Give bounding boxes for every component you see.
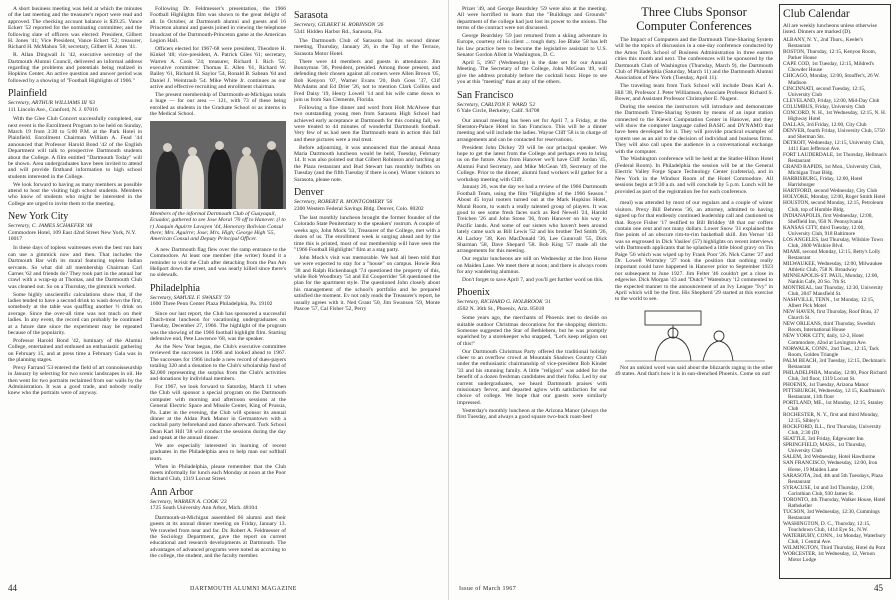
paragraph: Some highly unscientific calculations show that, if the ladies tended to have a second drink to wash down the first, somebody at the table was quaffing another ½ drink on average. Since the over-all time was not much on their ladies. In any event, the record can probably be continued at a future date since the experiment may be repeated because of the popularity. <box>8 291 142 337</box>
calendar-entry: WORCESTER, 1st Wednesday, 12, Vernon Motor Lodge <box>783 551 875 564</box>
club-address: 2300 Western Federal Savings Bldg. Denver, Colo. 80202 <box>294 205 424 212</box>
calendar-entry: WASHINGTON, D. C., Thursday, 12:15, Touchdown Club, 1414 Eye St., N.W. <box>783 520 871 533</box>
calendar-entry: WATERBURY, CONN., 1st Monday, Waterbury Club, 1 Central Ave. <box>783 533 886 546</box>
club-secretary: Secretary, WARREN A. COOK '23 <box>150 498 227 505</box>
paragraph: The Impact of Computers and the Dartmouth Time-Sharing System will be the topics of discussion in a one-day conference conducted by the Amos Tuck School of Business Administration in three eastern cities this month and next. The conferences will be sponsored by the Dartmouth Club of Washington (Thursday, March 9), the Dartmouth Club of Philadelphia (Saturday, March 11) and the Dartmouth Alumni Association of New York (Tuesday, April 11). <box>615 37 773 82</box>
club-address: 4502 N. 36th St., Phoenix, Ariz. 85018 <box>457 305 545 312</box>
calendar-entry: CINCINNATI, second Tuesday, 12:15, University Club <box>783 85 866 98</box>
article-headline: Three Clubs Sponsor Computer Conferences <box>636 6 752 33</box>
page-number: 45 <box>874 583 883 593</box>
paragraph: In these days of topless waitresses even the best run bars can use a gimmick now and then. That includes the Dartmouth Bar with its mural featuring topless Indian servants. So what did all membership Chairman Carl Carnes '62 and friends do? They took part in the annual bar crawl with a wrap-up at Thomas, and the Dartmouth Club was cleaned out. So on a Thursday, the gimmick worked. <box>8 245 142 290</box>
calendar-entry: PHOENIX, 1st Tuesday, Arizona Manor <box>783 381 869 388</box>
paragraph: Professor Harold Bond '42, luminary of the Alumni College, entertained and enthused an enthusiastic gathering on February 15, and at press time a February Gala was in the planning stages. <box>8 337 142 364</box>
left-column-1 <box>8 6 142 576</box>
paragraph: Yesterday's monthly luncheon at the Arizona Manor (always the first Tuesday, and always a good square two-buck roast-beef <box>457 407 607 421</box>
calendar-entry: SAN FRANCISCO, Wednesday, 12:00, Iron Horse, 19 Maiden Lane <box>783 460 878 473</box>
issue-footer: Issue of March 1967 <box>459 586 517 592</box>
calendar-entry: ROCHESTER, N. Y., first and third Monday, 12:15, Sibley's <box>783 412 879 425</box>
paragraph: The traveling team from Tuck School will include Dean Karl A. Hill '38, Professor J. Peter Williamson, Associate Professor Richard S. Bower, and Assistant Professor Christopher E. Nugent. <box>615 83 773 103</box>
paragraph: The Dartmouth Club of Sarasota had its second dinner meeting, Thursday, January 26, in the Top of the Terrace, Sarasota Motor Hotel. <box>294 37 440 57</box>
club-secretary: Secretary, CARLTON F. WARD '52 <box>457 101 536 108</box>
club-secretary: Secretary, C. JAMES SCHAEFER '48 <box>8 223 93 230</box>
calendar-entry: TORONTO, 4th Thursday, Walker House, Hotel Rathskeller <box>783 496 886 509</box>
club-address: 111 Lincoln Ave., Cranford, N. J. 07016 <box>8 106 98 113</box>
page-number: 44 <box>8 583 17 593</box>
paragraph: meal) was attended by most of our regulars and a couple of winter visitors. Prexy Bill Behrens '36, an attorney, admitted to having signed up for that endlessly continued leadership call and cautioned us that. Royce Fisher '17 testified to Bill Briddey '48 that our coffers contain one cent and not many dollars. Lower Snow '31 explained the fine points of an obscure rim-to-rim basketball skill. Jim Vernor '43 was so engrossed in Dick Vasiles' (57) highlights on recent interviews with Dartmouth applicants that he splashed a little blood gravy on Tin Paige '56 which was wiped up by Frank Poor '26. Nick Carter '27 and Dr. Lowell Wormley '27 took the position that nothing really important could have happened in Hanover prior to September 1923 nor subsequent to June 1927. Jim Felter '46 couldn't get a close in edgewise. Dick Morgan '43 and "Dutch" Watenbury '12 commented to the expected manner to the announcement of an Ivy League "Ivy" in April which will be the first. His Shepherd '29 started at this exercise to the world to see. <box>615 200 773 303</box>
calendar-entry: PALM BEACH, 3rd Tuesday, 12:15, Deckman's Restaurant <box>783 357 886 370</box>
paragraph: Following a fine dinner and word from Holt McAlwee that two outstanding young men from Sarasota High School had achieved early acceptance at Dartmouth for this coming fall, we were treated to 44 minutes of wonderful Dartmouth football. Very few of us had seen the Dartmouth team in action this fall and these pictures were a real treat. <box>294 104 440 143</box>
magazine-footer: DARTMOUTH ALUMNI MAGAZINE <box>190 586 297 592</box>
calendar-entry: NEW ORLEANS, third Thursday, Swedish Room, International House <box>783 321 875 334</box>
section-title-ann-arbor: Ann Arbor <box>150 486 194 498</box>
paragraph: Not an unkind word was said about the blizzards raging in the other 49 states. And that's how it is in sun-drenched Phoenix. Come on out! <box>615 364 773 378</box>
section-title-philadelphia: Philadelphia <box>150 282 200 294</box>
calendar-entry: HOLYOKE, Monday, 12:00, Roger Smith Hotel <box>783 194 886 201</box>
paragraph: Since our last report, the Club has sponsored a successful Dutch-treat luncheon for vacationing undergraduates on Tuesday, December 27, 1966. The highlight of the program was the showing of the 1966 football highlight film. Starting defensive end, Pete Lawrence '68, was the speaker. <box>150 310 286 343</box>
club-secretary: Secretary, RICHARD G. HOLBROOK '31 <box>457 299 551 306</box>
paragraph: With the Glee Club Concert successfully completed, our next event is the Enrollment Program to be held on Sunday, March 19 from 3:30 to 5:00 P.M. at the Park Hotel in Plainfield. Enrollment Chairman William A. Fead '44 announced that Professor Harold Bond '42 of the English Department will talk to prospective Dartmouth students about the College. A film entitled "Dartmouth Today" will be shown. Area undergraduates have been invited to attend and will provide firsthand information to high school students interested in the College. <box>8 116 142 180</box>
calendar-entry: SYRACUSE, 1st and 3rd Thursday, 12:00, Corinthian Club, 930 James St. <box>783 484 874 497</box>
calendar-entry: BOSTON, Thursday, 12:15, Kenyon Room, Parker House <box>783 49 877 62</box>
calendar-title: Club Calendar <box>783 8 850 20</box>
paragraph: Following Dr. Feldmesser's presentation, the 1966 Football Highlights film was shown to the great delight of all. In October, at Dartmouth alumni and guests and 16 Princeton alumni and guests joined in viewing the telephone broadcast of the Dartmouth-Princeton game at the American Legion Hall. <box>150 6 286 45</box>
paragraph: We look forward to having as many members as possible attend to host the visiting high school students. Members who know of students who might be interested in the College are urged to invite them to the meeting. <box>8 181 142 207</box>
club-photo <box>150 121 286 209</box>
calendar-entry: CLEVELAND, Friday, 12:00, Mid-Day Club <box>783 97 880 104</box>
calendar-entry: GRAND RAPIDS, 1st Mon., University Club, Michigan Trust Bldg. <box>783 164 882 177</box>
intro-paragraph: A short business meeting was held at which the minutes of the last meeting and the treasurer's report were read and approved. The checking account balance is $39.25. Vance Eckert '52 reported for the nominating committee; and the following slate of officers was elected: President, Gilbert H. Jones '41; Vice President, Vance Eckert '52; treasurer, Richard H. McMahon '58; secretary, Gilbert H. Jones '41. <box>8 6 142 51</box>
calendar-entry: HARTFORD, second Wednesday, City Club <box>783 188 878 195</box>
calendar-entry: SALEM, 3rd Wednesday, Hotel Hawthorne <box>783 454 876 461</box>
calendar-entry: DALLAS, 3rd Friday, 12:00, City Club <box>783 121 867 128</box>
paragraph: There were 44 members and guests in attendance. Jim Bonnyman '36, President, presided. Among those present, and defending their chosen against all comers were Allen Brown '05, Bob Kenyon '07, Warner Evans '20, Bob Goss '37, Clif McAdams and Ed Drier '26, not to mention Clark Collins and Fred Daisy '19, Henry Lowell '14 and his wife came down to join us from San Clemente, Florida. <box>294 58 440 103</box>
calendar-entry: ALBANY, N. Y., 2nd Thurs., Keeler's Restaurant <box>783 37 864 50</box>
cartoon-illustration <box>615 305 773 363</box>
paragraph: Don't forget to save April 7, and you'll get further word on this. <box>462 276 604 283</box>
calendar-entry: CONCORD, N. H., 1st Wednesday, 12:15, N. H. Highway Hotel <box>783 109 887 122</box>
calendar-entry: CHICAGO, Monday, 12:00, Stouffer's, 26 W. Madison <box>783 73 880 86</box>
calendar-entry: FORT LAUDERDALE, 1st Thursday, Hellman's Restaurant <box>783 152 887 165</box>
calendar-note: All are weekly luncheons unless otherwise listed. Dinners are marked (D). <box>783 23 877 36</box>
paragraph: During the session the instructors will introduce and demonstrate the Dartmouth Time-Sharing System by means of an input station connected to the Kiewit Computation Center in Hanover, and they will show the computer language called BASIC and DYNAMO that have been developed for it. They will provide practical examples of system use as an aid to the decision of individual and business firms. They will also call upon the audience in a conversational exchange with the computer. <box>615 103 773 155</box>
intro-paragraph: R. Allan Dingwall Jr. '42, executive secretary of the Dartmouth Alumni Council, delivered an informal address regarding the problems and potentials being realized in Hopkins Center. An active question and answer period was followed by a showing of "Football Highlights of 1966." <box>8 52 142 84</box>
calendar-entry: SARASOTA, 2nd, 4th and 5th Tuesdays, Plaza Restaurant <box>783 472 883 485</box>
calendar-entry: NASHVILLE, TENN., 1st Monday, 12:15, Albert Pick Motel <box>783 297 875 310</box>
calendar-entry: NEW YORK CITY, daily, 12-2, Hotel Commodore, 42nd at Lexington Ave. <box>783 333 867 346</box>
calendar-entry: NEW HAVEN, first Thursday, Roof Brau, 37 Church St. <box>783 309 880 322</box>
calendar-entry: PITTSBURGH, Wednesday, 12:15, Kaufmann's Restaurant, 11th floor <box>783 387 885 400</box>
club-address: 1725 South University Ann Arbor, Mich. 48104 <box>150 505 257 512</box>
calendar-entry: DENVER, fourth Friday, University Club, 5750 and Sherman Sts. <box>783 127 885 140</box>
calendar-entry: HARRISBURG, Friday, 12:00, Hotel Harrisburger <box>783 176 863 189</box>
section-title-denver: Denver <box>294 187 324 199</box>
paragraph: Prexy Farrand '53 entered the field of art connoisseurship in January by selecting for two scenic landscapes in oil. He then went for two portraits reclaimed from our walls by the Administration. It was a good trade, and nobody really knew who the portraits were of anyway. <box>8 364 142 397</box>
club-address: 1600 Three Penn Center Plaza Philadelphia, Pa. 19102 <box>150 301 273 308</box>
page-45 <box>448 0 896 600</box>
paragraph: We are especially interested in learning of recent graduates in the Philadelphia area to help man our softball team. <box>150 442 286 462</box>
cartoon-drawing <box>615 305 773 363</box>
club-secretary: Secretary, SAMUEL F. SWASEY '59 <box>150 294 230 301</box>
calendar-entry: HOUSTON, second Monday, 12:15, Petroleum Club, top of Humble Bldg. <box>783 200 884 213</box>
left-column-3 <box>294 6 440 576</box>
paragraph: Prizer '49, and George Beardsley '59 were also at the meeting. All were horrified to learn that the "Buildings and Grounds" department of the college had just lost its power to the unions. The terms of the contract were not discussed. <box>457 6 607 32</box>
club-address: 5341 Hidden Harbor Rd., Sarasota, Fla. <box>294 28 383 35</box>
section-title-phoenix: Phoenix <box>457 287 490 299</box>
section-title-plainfield: Plainfield <box>8 88 47 100</box>
paragraph: The last monthly luncheon brought the former founder of the Colorado State Penitentiary to the speakers' rostrum. A couple of weeks ago, John Mock '33, Treasurer of the College, met with a dozen of us. The enrollment week is surging ahead and by the time this is printed, most of our membership will have seen the "1966 Football Highlights" film at a stag party. <box>294 214 440 253</box>
club-secretary: Secretary, ROBERT R. MONTGOMERY '56 <box>294 199 393 206</box>
calendar-list <box>783 37 887 563</box>
paragraph: When in Philadelphia, please remember that the Club meets informally for lunch each Monday at noon at the Poor Richard Club, 1319 Locust Street. <box>150 463 286 483</box>
photo-caption: Members of the informal Dartmouth Club of Guayaquil, Ecuador, gathered to see Jose Moral '70 off to Hanover. (l to r) Joaquin Aguirre Lavayen '44, Honorary Bolivian Consul there; Mrs. Aguirre; Jose; Mrs. High; George High '55, American Consul and Deputy Principal Officer. <box>150 210 286 243</box>
calendar-entry: PHILADELPHIA, Monday, 12:00, Poor Richard Club, 3rd floor, 1319 Locust St. <box>783 369 887 382</box>
paragraph: President John Dickey '29 will be our principal speaker. We hope to get the latest from the College and perhaps even to bring us on the future. Also from Hanover we'll have Cliff Jordan '45, Alumni Fund Secretary, and Mike McGean '49, Secretary of the College. Prior to the dinner, alumni fund workers will gather for a workshop meeting with Cliff. <box>457 144 607 183</box>
paragraph: Dartmouth-at-Michigan assembled 66 alumni and their guests at its annual dinner meeting on Friday, January 13. We traveled from near and far. Dr. Robert A. Feldmesser of the Sociology Department, gave the report on current educational and research developments at Dartmouth. The advantages of advanced programs were noted as accruing to the college, the student, and the faculty member. <box>150 514 286 560</box>
left-column-2 <box>150 6 286 576</box>
paragraph: The present membership of Dartmouth-at-Michigan totals a huge — for our area — 121, with 73 of these being enrolled as students in the Graduate School or as interns in the Medical School. <box>150 92 286 118</box>
calendar-entry: INDIANAPOLIS, first Wednesday, 12:00, Sheffield Inn, 950 N. Pennsylvania <box>783 212 873 225</box>
paragraph: Officers elected for 1967-68 were president, Theodore H. Kinkel '48; vice-president, A. Patrick Giles '61; secretary, Warren A. Cook '24; treasurer, Richard I. Rich '55; executive committee: Thomas E. Allen '61, Richard W. Bailey '61, Richard H. Saylor '54, Ronald B. Sabean '64 and Daniel J. Weintraub '54. Mike White Jr. continues as our active and effective recruiting and enrollment chairman. <box>150 45 286 91</box>
calendar-entry: COLUMBUS, Friday, University Club <box>783 103 866 110</box>
calendar-entry: TUCSON, 3rd Wednesday, 12:30, Cummings Restaurant <box>783 508 880 521</box>
paragraph: Our Dartmouth Christmas Party offered the traditional holiday cheer to an overflow crowd at Mountain Shadows Country Club under the enthusiastic chairmanship of vice-president Bob Kinder '33 and his stunning family. A little "religion" was added for the benefit of a dozen freshman candidates and their folks. Led by our current undergraduates, we heard Dartmouth praises with missionary fervor, and departed aglow with satisfaction for our choice of college. We hope that our guests were similarly impressed. <box>457 348 607 406</box>
calendar-entry: WILMINGTON, Third Thursday, Hotel du Pont <box>783 545 886 552</box>
paragraph: The Washington conference will be held at the Statler-Hilton Hotel (Federal Room). In Philadelphia the session will be at the General Electric Valley Forge Space Technology Center (cafeteria), and in New York in the Windsor Room of the Hotel Commodore. All sessions begin at 9:30 a.m. and will conclude by 5 p.m. Lunch will be provided as part of the registration fee for each conference. <box>615 156 773 195</box>
paragraph: Before adjourning, it was announced that the annual Anna Maria Dartmouth luncheon would be held, Tuesday, February 14. It was also pointed out that Gilbert Robinson and hatching at the Plaza restaurant and Bud Stewart has monthly buffets on Tuesday (and the fifth Tuesday if there is one). Winter visitors to Sarasota, please note. <box>294 144 440 183</box>
calendar-entry: ROCKFORD, ILL., first Thursday, University Club, 2:30 (D) <box>783 424 882 437</box>
calendar-entry: PORTLAND, ME., 1st Monday, 12:15, Stanley Club <box>783 400 884 413</box>
calendar-entry: MONTREAL, last Thursday, 12:30, University Club, 2047 Mansfield St. <box>783 285 884 298</box>
right-column-2 <box>615 6 773 576</box>
section-title-san-francisco: San Francisco <box>457 89 514 101</box>
calendar-entry: MINNEAPOLIS-ST. PAUL, Monday, 12:00, Nankin Cafe, 20 So. 7th St. <box>783 273 879 286</box>
club-address: 6 Yale Circle, Berkeley, Calif. 94708 <box>457 108 540 115</box>
paragraph: April 5, 1967 (Wednesday) is the date set for our Annual Meeting. The Secretary of the College, John McGean '49, will give the address probably before the cocktail hour. Hope to see you at this "meeting" than at any of the others. <box>457 60 607 86</box>
calendar-entry: KANSAS CITY, third Tuesday, 12:00, University Club, 918 Baltimore <box>783 224 865 237</box>
paragraph: Some years ago, the merchants of Phoenix met to decide on suitable outdoor Christmas decorations for the shopping districts. Someone suggested the Star of Bethlehem, but he was promptly squelched by a storekeeper who snapped, "Let's keep religion out of this!" <box>457 315 607 347</box>
calendar-entry: SPRINGFIELD, MASS., 1st Thursday, University Club <box>783 442 867 455</box>
calendar-entry: CAPE COD, 1st Tuesday, 12:15, Mildred's Chowder House <box>783 61 874 74</box>
section-title-sarasota: Sarasota <box>294 10 328 21</box>
paragraph: As the New Year began, the Club's executive committee reviewed the successes in 1966 and looked ahead to 1967. The successes for 1966 include a new record of dues-payers totaling 320 and a donation to the Club's scholarship fund of $2,000 representing the surplus from the Club's activities and donations by individual members. <box>150 344 286 383</box>
right-column-1 <box>457 6 607 576</box>
club-secretary: Secretary, ARTHUR WILLIAMS III '63 <box>8 100 96 107</box>
paragraph: George Beardsley '59 just returned from a skiing adventure in Europe, courtesy of his client ... tough duty. Joe Blake '58 has left his law practice here to become the legislative assistant to U.S. Senator Gordon Allott in Washington, D. C. <box>457 33 607 59</box>
paragraph: A new Dartmouth flag flew over the ramp entrance to the Commodore. At least one member (the writer) found it a reminder to visit the Club after detaching from the Pan Am Heliport down the street, and was nearly killed since there's no sidewalk. <box>150 246 286 279</box>
calendar-entry: LOS ANGELES, last Thursday, Wilshire Town Club, 2600 Wilshire Blvd. <box>783 236 883 249</box>
paragraph: Our annual meeting has been set for April 7, a Friday, at the Sheraton-Palace Hotel in San Francisco. This will be a dinner meeting and will include the ladies. Wayne Cliff '58 is in charge of arrangements and can be contacted for reservations. <box>457 117 607 143</box>
club-calendar <box>779 4 891 579</box>
club-address: Commodore Hotel, 109 East 42nd Street New York, N.Y. 10017 <box>8 229 137 243</box>
calendar-entry: NORWALK, CONN., 2nd Tues., 12:15, Tack Room, Golden Triangle <box>783 345 879 358</box>
club-secretary: Secretary, GILBERT H. ROBINSON '26 <box>294 22 384 28</box>
calendar-entry: SEATTLE, 3rd Friday, Edgewater Inn <box>783 436 864 443</box>
paragraph: January 26, was the day we had a review of the 1966 Dartmouth Football Team, using the film "Highlights of the 1966 Season." About 45 loyal rooters turned out at the Mark Hopkins Hotel, Mural Room, to watch a really talented group of players. It was good to see some fresh faces such as Red Newell '24, Harold Treichen '26 and John Stone '36, from Hanover on his way to Pacific lands. And some of our sisters who haven't been around lately came such as Bill Lewis '52 and his brother Ted Smith '26, Al Lackey '38, Ken MacDonald '36, Lee Gunnvall '55, Dick Sharman '58, Dave Shepard '58. Bob King '57 made all the arrangements for this meeting. <box>457 184 607 255</box>
calendar-entry: MIAMI, second Monday, 12:15, Betty's Lolly Restaurant <box>783 248 881 261</box>
calendar-entry: DETROIT, Wednesday, 12:15, University Club, 1411 East Jefferson Ave. <box>783 139 885 153</box>
calendar-entry: MILWAUKEE, Wednesday, 12:00, Milwaukee Athletic Club, 758 N. Broadway <box>783 260 883 273</box>
section-title-new-york: New York City <box>8 211 69 223</box>
paragraph: For 1967, we look forward to Saturday, March 11 when the Club will sponsor a special program on the Dartmouth computer with morning and afternoon sessions at the General Electric Space and Missile Center, King of Prussia, Pa. Later in the evening, the Club will sponsor its annual dinner at the Aldan Park Manor in Germantown with a cocktail party beforehand and dance afterward. Tuck School Dean Karl Hill '38 will conduct the sessions during the day and speak at the annual dinner. <box>150 383 286 442</box>
paragraph: John Mock's visit was memorable. We had all been told that we were expected to stay for a "house" on campus. Howie Rea '38 and Ralph Rickenbaugh '74 questioned the property of this, while Bob Woodbury '54 and Ed Cooperrider '58 questioned the plan for the apartment style. The questioned John closely about his management of the school's portfolio and he prepared satisfied the moment. Ev not only reads the Treasurer's report, he usually agrees with it. Ned Grant '50, Jim Swanson '59, Monte Pascoe '57, Cal Fisher '52, Perry <box>294 254 440 312</box>
paragraph: Our regular luncheons are still on Wednesday at the Iron Horse on Maiden Lane. We meet there at noon; and there is always room for any wandering alumnus. <box>457 256 607 276</box>
